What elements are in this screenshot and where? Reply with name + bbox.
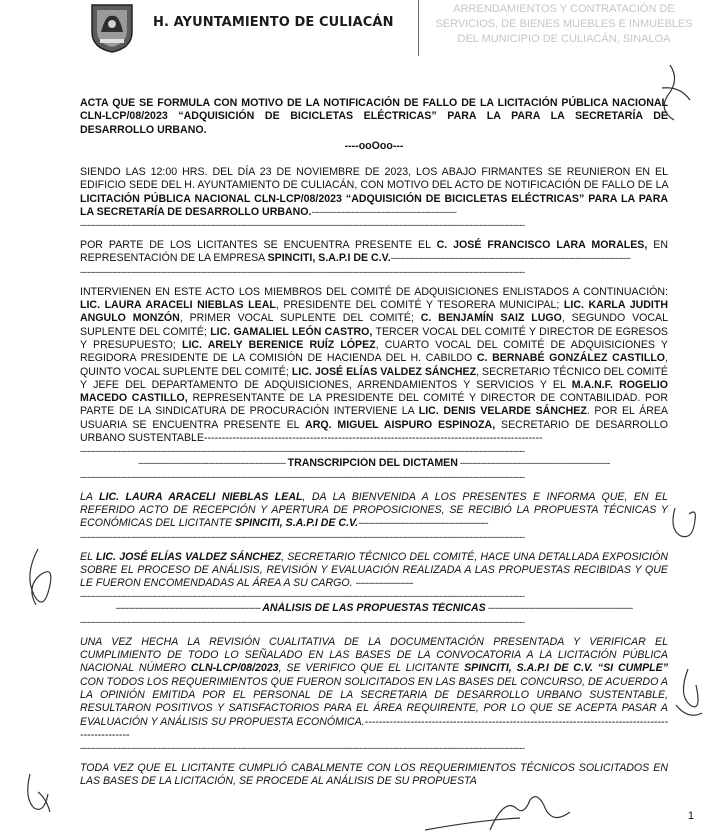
text: ---------------------------------------------------------------------------------------------------- <box>80 715 668 741</box>
text: , SEGUNDO VOCAL SUPLENTE DEL COMITÉ; <box>80 312 668 338</box>
bold-text: LIC. ARELY BERENICE RUÍZ LÓPEZ <box>181 338 376 351</box>
section-heading-text: TRANSCRIPCIÓN DEL DICTAMEN <box>287 457 458 470</box>
bold-text: SPINCITI, S.A.P.I DE C.V. <box>235 517 359 530</box>
bold-text: C. JOSÉ FRANCISCO LARA MORALES, <box>436 239 648 252</box>
page-number: 1 <box>687 810 694 822</box>
bold-text: SPINCITI, S.A.P.I DE C.V. “SI CUMPLE” <box>464 662 669 675</box>
dash-rule: ---------------------------------------------------------------------------------------------------------------------------------------------------------------------------------- <box>80 446 525 457</box>
signature-mark <box>20 768 56 818</box>
header-title: H. AYUNTAMIENTO DE CULIACÁN <box>153 15 394 30</box>
bold-text: LICITACIÓN PÚBLICA NACIONAL CLN-LCP/08/2023 “ADQUISICIÓN DE BICICLETAS ELÉCTRICAS” PARA LA PARA LA SECRETARÍA DE DESARROLLO URBANO. <box>80 192 668 218</box>
header-department-line: SERVICIOS, DE BIENES MUEBLES E INMUEBLES <box>435 18 693 30</box>
text: SIENDO LAS 12:00 HRS. DEL DÍA 23 DE NOVIEMBRE DE 2023, LOS ABAJO FIRMANTES SE REUNIERON EN EL EDIFICIO SEDE DEL H. AYUNTAMIENTO DE CULIACÁN, CON MOTIVO DEL ACTO DE NOTIFICACIÓN DE FALLO DE LA <box>80 166 668 192</box>
paragraph-welcome <box>80 491 668 531</box>
bold-text: LIC. JOSÉ ELÍAS VALDEZ SÁNCHEZ <box>95 550 282 563</box>
text: , SE VERIFICO QUE EL LICITANTE <box>278 662 465 675</box>
section-heading-analisis: ---------------------------------------------------------- ANÁLISIS DE LAS PROPUESTAS TÉCNICAS ---------------------------------------------------------- <box>115 602 633 615</box>
text: , PRESIDENTE DEL COMITÉ Y TESORERA MUNICIPAL; <box>275 299 564 312</box>
dash-filler: ---------------------------------------------------- <box>358 518 488 529</box>
text: , SECRETARIO TÉCNICO DEL COMITÉ, HACE UNA DETALLADA EXPOSICIÓN SOBRE EL PROCESO DE ANÁLISIS, REVISIÓN Y EVALUACIÓN REALIZADA A LAS PROPUESTAS RECIBIDAS Y QUE LE FUERON ENCOMENDADAS AL ÁREA A SU CARGO. <box>80 550 668 590</box>
text: , SECRETARIO TÉCNICO DEL COMITÉ Y JEFE DEL DEPARTAMENTO DE ADQUISICIONES, ARRENDAMIENTOS Y SERVICIOS Y EL <box>80 365 668 391</box>
text: , QUINTO VOCAL SUPLENTE DEL COMITÉ; <box>80 352 668 378</box>
signature-mark <box>16 545 58 620</box>
text: REPRESENTANTE DE LA PRESIDENTE DEL COMITÉ Y DIRECTOR DE CONTABILIDAD. POR PARTE DE LA SINDICATURA DE PROCURACIÓN INTERVIENE LA <box>80 392 668 418</box>
bold-text: M.A.N.F. ROGELIO MACEDO CASTILLO, <box>80 378 668 405</box>
paragraph-economic: TODA VEZ QUE EL LICITANTE CUMPLIÓ CABALMENTE CON LOS REQUERIMIENTOS TÉCNICOS SOLICITADOS EN LAS BASES DE LA LICITACIÓN, SE PROCEDE AL ANÁLISIS DE SU PROPUESTA <box>80 762 668 788</box>
text: , PRIMER VOCAL SUPLENTE DEL COMITÉ; <box>179 312 421 325</box>
bold-text: CLN-LCP/08/2023 <box>190 662 279 675</box>
bold-text: C. BERNABÉ GONZÁLEZ CASTILLO <box>476 352 666 365</box>
section-heading-dictamen: ----------------------------------------------------------- TRANSCRIPCIÓN DEL DICTAMEN ------------------------------------------------------------ <box>138 457 610 470</box>
signature-mark <box>420 790 580 836</box>
dash-rule: ---------------------------------------------------------------------------------------------------------------------------------------------------------------------------------- <box>80 471 525 482</box>
text: CON TODOS LOS REQUERIMIENTOS QUE FUERON SOLICITADOS EN LAS BASES DEL CONCURSO, DE ACUERDO A LA OPINIÓN EMITIDA POR EL PERSONAL DE LA SECRETARIA DE DESARROLLO URBANO SUSTENTABLE, RESULTARON POSITIVOS Y SATISFACTORIOS PARA EL ÁREA REQUIRENTE, POR LO QUE SE ACEPTA PASAR A EVALUACIÓN Y ANÁLISIS SU PROPUESTA ECONÓMICA. <box>80 675 668 728</box>
signature-mark <box>665 500 705 550</box>
text: EL <box>80 550 96 563</box>
dash-rule: ---------------------------------------------------------------------------------------------------------------------------------------------------------------------------------- <box>80 616 525 627</box>
dash-rule: ---------------------------------------------------------------------------------------------------------------------------------------------------------------------------------- <box>80 591 525 602</box>
dash-rule: ---------------------------------------------------------------------------------------------------------------------------------------------------------------------------------- <box>80 743 525 754</box>
text: , DA LA BIENVENIDA A LOS PRESENTES E INFORMA QUE, EN EL REFERIDO ACTO DE RECEPCIÓN Y APERTURA DE PROPOSICIONES, SE RECIBIÓ LA PROPUESTA TÉCNICAS Y ECONÓMICAS DEL LICITANTE <box>80 490 668 530</box>
bold-text: LIC. KARLA JUDITH ANGULO MONZÓN <box>80 299 668 325</box>
text: , CUARTO VOCAL DEL COMITÉ DE ADQUISICIONES Y REGIDORA PRESIDENTE DE LA COMISIÓN DE HACIENDA DEL H. CABILDO <box>80 338 668 365</box>
text: TERCER VOCAL DEL COMITÉ Y DIRECTOR DE EGRESOS Y PRESUPUESTO; <box>80 325 668 351</box>
bold-text: C. BENJAMÍN SAIZ LUGO <box>420 312 562 325</box>
municipal-seal-logo <box>86 2 138 54</box>
dash-rule: ---------------------------------------------------------------------------------------------------------------------------------------------------------------------------------- <box>80 220 525 231</box>
dash-filler: ------------------------------------------------------------------------------------------------ <box>390 253 631 264</box>
dash-filler: ---------------------------------------------------------- <box>311 206 457 217</box>
text: SECRETARIO DE DESARROLLO URBANO SUSTENTABLE <box>80 418 669 445</box>
paragraph-opening <box>80 166 668 219</box>
dash-filler: ----------------------- <box>355 578 413 589</box>
document-title-text: ACTA QUE SE FORMULA CON MOTIVO DE LA NOTIFICACIÓN DE FALLO DE LA LICITACIÓN PÚBLICA NACIONAL CLN-LCP/08/2023 “ADQUISICIÓN DE BICICLETAS ELÉCTRICAS” PARA LA PARA LA SECRETARÍA DE DESARROLLO URBANO. <box>80 97 668 136</box>
header-department-line: DEL MUNICIPIO DE CULIACÁN, SINALOA <box>457 33 671 45</box>
paragraph-technical-review <box>80 636 668 742</box>
document-body <box>80 166 668 789</box>
header-department-line: ARRENDAMIENTOS Y CONTRATACIÓN DE <box>453 3 675 15</box>
text: POR PARTE DE LOS LICITANTES SE ENCUENTRA PRESENTE EL <box>80 239 437 252</box>
dash-rule: ---------------------------------------------------------------------------------------------------------------------------------------------------------------------------------- <box>80 531 525 542</box>
paragraph-secretary <box>80 551 668 591</box>
text: EN REPRESENTACIÓN DE LA EMPRESA <box>80 239 668 265</box>
bold-text: SPINCITI, S.A.P.I DE C.V. <box>267 252 391 265</box>
document-title <box>80 97 668 153</box>
text: INTERVIENEN EN ESTE ACTO LOS MIEMBROS DEL COMITÉ DE ADQUISICIONES ENLISTADOS A CONTINUACIÓN: <box>80 285 668 298</box>
signature-mark <box>640 60 700 130</box>
header-divider <box>418 0 419 56</box>
signature-mark <box>668 665 710 735</box>
dash-rule: ---------------------------------------------------------------------------------------------------------------------------------------------------------------------------------- <box>80 266 525 277</box>
bold-text: LIC. LAURA ARACELI NIEBLAS LEAL <box>99 490 303 503</box>
bold-text: LIC. JOSÉ ELÍAS VALDEZ SÁNCHEZ <box>291 365 477 378</box>
title-separator: ----ooOoo--- <box>344 139 404 152</box>
paragraph-bidders <box>80 239 668 266</box>
paragraph-committee <box>80 286 668 446</box>
bold-text: LIC. DENIS VELARDE SÁNCHEZ <box>418 405 587 418</box>
bold-text: ARQ. MIGUEL AISPURO ESPINOZA, <box>305 418 496 431</box>
text: . POR EL ÁREA USUARIA SE ENCUENTRA PRESENTE EL <box>80 405 668 431</box>
text: LA <box>80 490 100 503</box>
section-heading-text: ANÁLISIS DE LAS PROPUESTAS TÉCNICAS <box>262 602 486 615</box>
text: ------------------------------------------------------------------------------------------------ <box>204 432 543 445</box>
bold-text: LIC. LAURA ARACELI NIEBLAS LEAL <box>80 299 276 312</box>
text: UNA VEZ HECHA LA REVISIÓN CUALITATIVA DE LA DOCUMENTACIÓN PRESENTADA Y VERIFICAR EL CUMPLIMIENTO DE TODO LO SEÑALADO EN LAS BASES DE LA CONVOCATORIA A LA LICITACIÓN PÚBLICA NACIONAL NÚMERO <box>80 635 668 675</box>
header-department <box>424 2 704 47</box>
bold-text: LIC. GAMALIEL LEÓN CASTRO, <box>210 325 373 338</box>
